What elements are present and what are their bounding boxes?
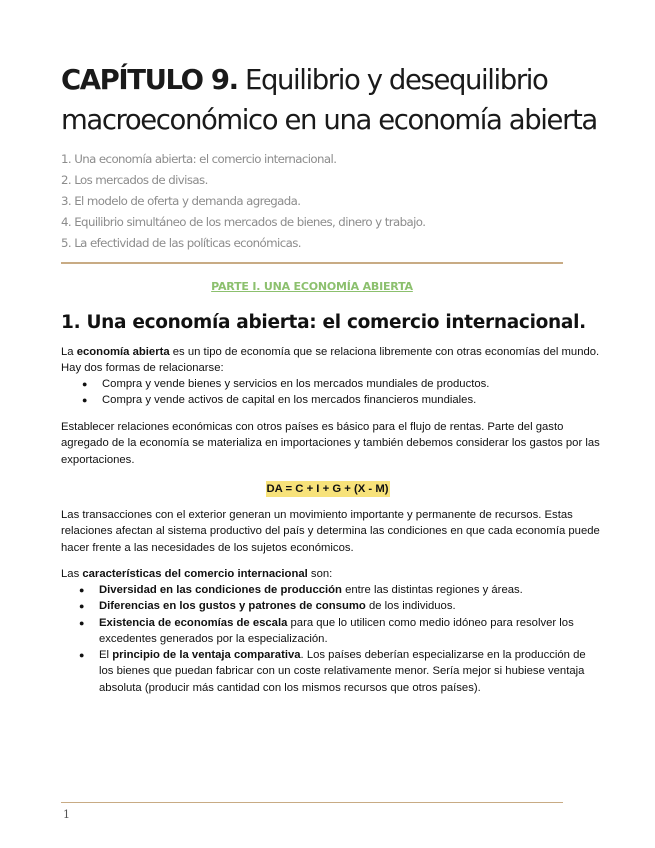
toc-item: 1. Una economía abierta: el comercio internacional. <box>61 152 337 166</box>
section-title: 1. Una economía abierta: el comercio internacional. <box>61 312 586 333</box>
toc-item: 4. Equilibrio simultáneo de los mercados de bienes, dinero y trabajo. <box>61 215 426 229</box>
transactions-paragraph: Las transacciones con el exterior generan un movimiento importante y permanente de recursos. Estas relaciones afectan al sistema productivo del país y determina las condiciones en que cada economía puede hacer frente a las necesidades de los sujetos económicos. <box>61 509 600 554</box>
chapter-title-text: Equilibrio y desequilibrio macroeconómico en una economía abierta <box>61 64 597 136</box>
list-item: ● El principio de la ventaja comparativa. Los países deberían especializarse en la producción de los bienes que puedan fabricar con un coste relativamente menor. Sería mejor si hubiese ventaja absoluta (producir más cantidad con los mismos recursos que otros países). <box>79 647 601 696</box>
characteristics-suffix: son: <box>307 568 333 580</box>
intro-prefix: La <box>61 346 77 358</box>
footer-divider <box>61 802 563 803</box>
chapter-number: CAPÍTULO 9. <box>61 64 238 96</box>
list-item: ● Compra y vende activos de capital en los mercados financieros mundiales. <box>82 392 602 408</box>
page-number: 1 <box>63 808 70 821</box>
formula-block <box>0 479 655 497</box>
part-heading: PARTE I. UNA ECONOMÍA ABIERTA <box>211 280 413 293</box>
list-item: ● Diversidad en las condiciones de producción entre las distintas regiones y áreas. <box>79 582 601 598</box>
characteristics-term: características del comercio internacional <box>82 568 308 580</box>
characteristics-prefix: Las <box>61 568 83 580</box>
toc-item: 5. La efectividad de las políticas económicas. <box>61 236 301 250</box>
top-divider <box>61 262 563 264</box>
intro-paragraph <box>61 344 601 377</box>
list-item: ● Existencia de economías de escala para que lo utilicen como medio idóneo para resolver los excedentes generados por la especialización. <box>79 615 601 648</box>
chapter-title <box>61 60 601 140</box>
intro-rest: es un tipo de economía que se relaciona libremente con otras economías del mundo. Hay dos formas de relacionarse: <box>61 346 600 375</box>
aggregate-demand-formula: DA = C + I + G + (X - M) <box>266 483 389 495</box>
characteristics-intro <box>61 566 601 582</box>
list-item: ● Diferencias en los gustos y patrones de consumo de los individuos. <box>79 598 601 614</box>
intro-term: economía abierta <box>76 346 170 358</box>
toc-item: 3. El modelo de oferta y demanda agregada. <box>61 194 301 208</box>
toc-item: 2. Los mercados de divisas. <box>61 173 208 187</box>
relation-forms-list <box>82 376 602 409</box>
relations-paragraph: Establecer relaciones económicas con otros países es básico para el flujo de rentas. Parte del gasto agregado de la economía se materializa en importaciones y también debemos considerar los gastos por las exportaciones. <box>61 421 600 466</box>
chapter-contents <box>61 149 425 254</box>
list-item: ● Compra y vende bienes y servicios en los mercados mundiales de productos. <box>82 376 602 392</box>
characteristics-list <box>79 582 601 696</box>
